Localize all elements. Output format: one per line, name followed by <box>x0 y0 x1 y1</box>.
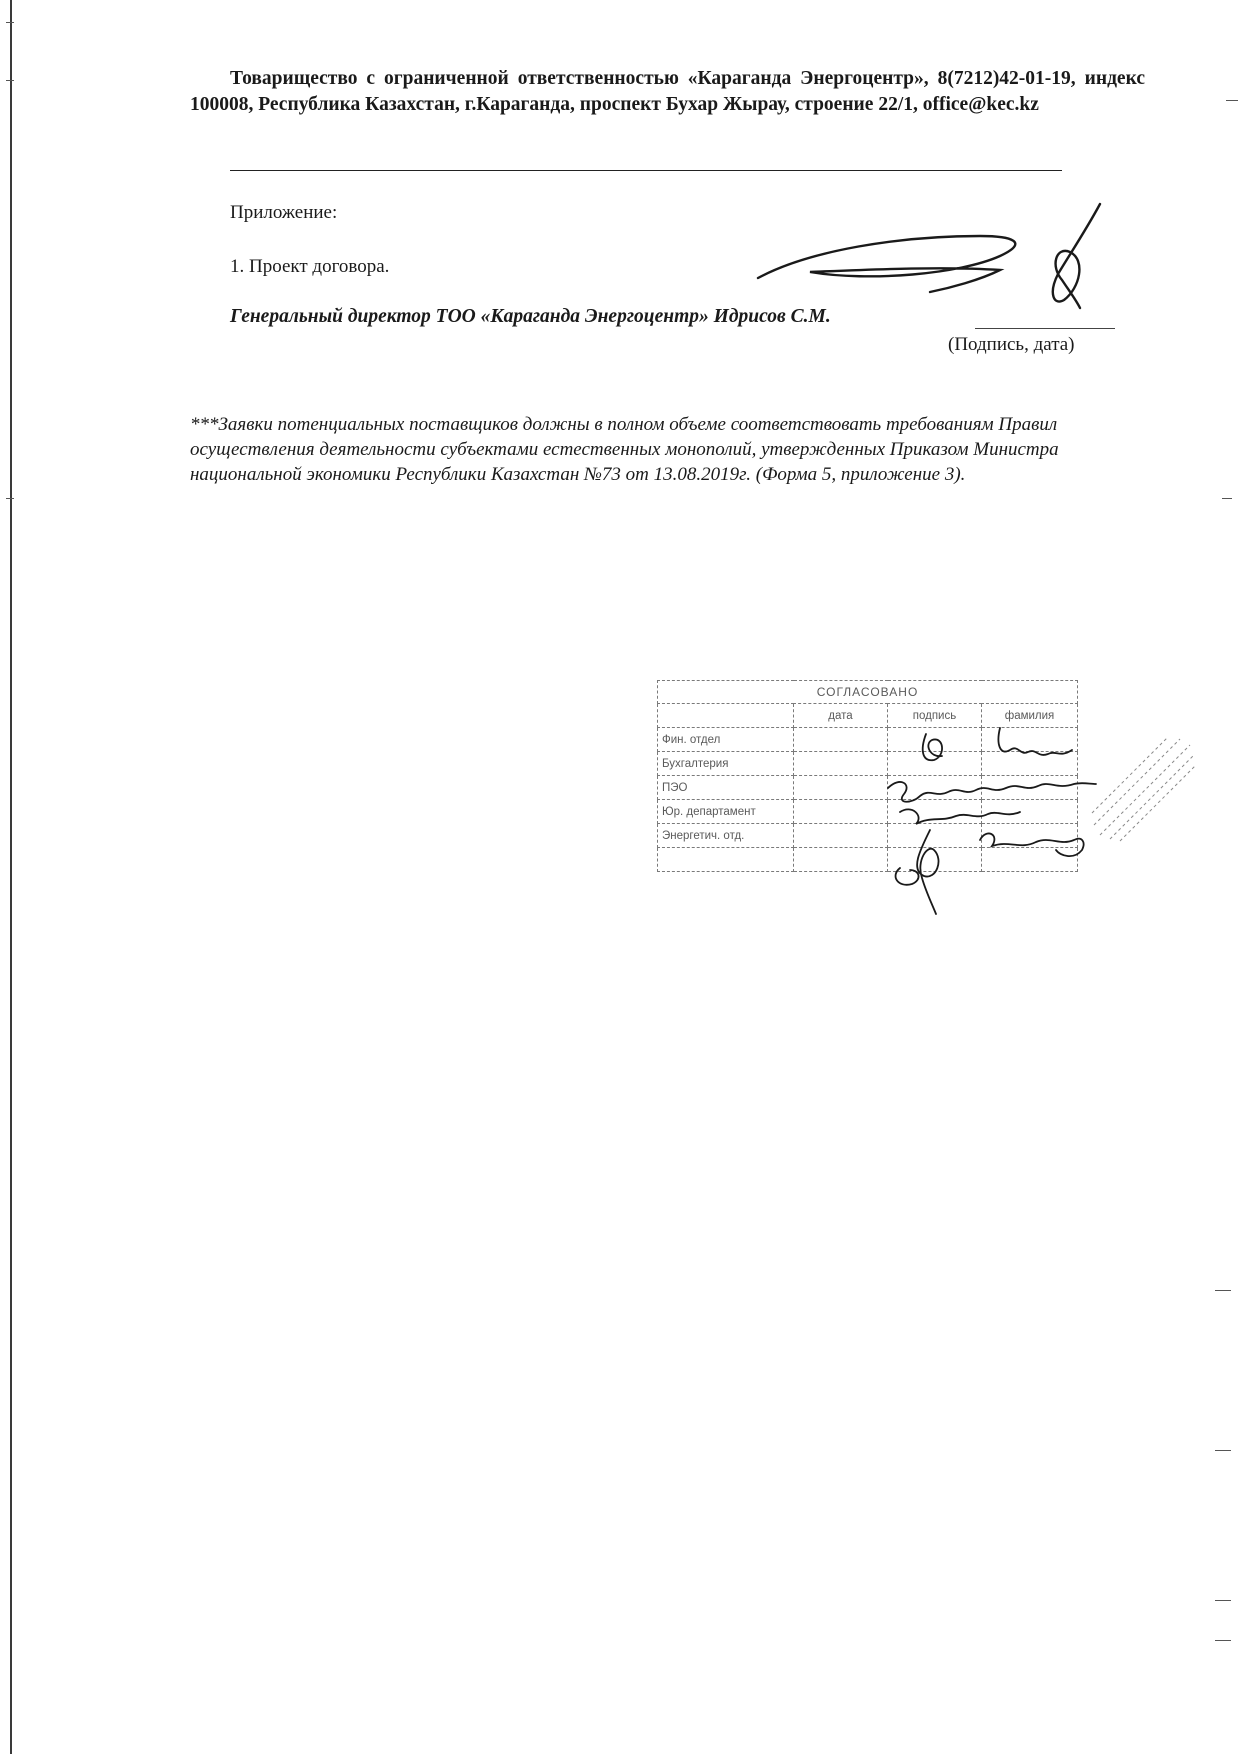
scan-mark <box>6 498 14 499</box>
approval-title: СОГЛАСОВАНО <box>658 681 1078 704</box>
signature-caption: (Подпись, дата) <box>948 334 1075 355</box>
scan-mark <box>1226 100 1238 101</box>
column-header-date: дата <box>794 704 888 728</box>
scan-mark <box>1222 498 1232 499</box>
attachment-label: Приложение: <box>230 202 338 223</box>
scan-mark <box>1215 1450 1231 1451</box>
department-name: Фин. отдел <box>658 728 794 752</box>
requirements-note: ***Заявки потенциальных поставщиков должны в полном объеме соответствовать требованиям Правил осуществления деятельности субъектами естественных монополий, утвержденных Приказом Министра национальной экономики Республики Казахстан №73 от 13.08.2019г. (Форма 5, приложение 3). <box>190 414 1059 485</box>
scan-mark <box>1215 1290 1231 1291</box>
column-header <box>658 704 794 728</box>
department-name: ПЭО <box>658 776 794 800</box>
scan-edge <box>10 0 12 1754</box>
company-header: Товарищество с ограниченной ответственностью «Караганда Энергоцентр», 8(7212)42-01-19, индекс 100008, Республика Казахстан, г.Караганда, проспект Бухар Жырау, строение 22/1, office@kec.kz <box>190 68 1145 115</box>
director-signature-image <box>750 200 1110 310</box>
department-name: Юр. департамент <box>658 800 794 824</box>
department-name: Бухгалтерия <box>658 752 794 776</box>
signature-line <box>975 328 1115 329</box>
header-divider <box>230 170 1062 171</box>
scan-mark <box>1215 1600 1231 1601</box>
column-header-surname: фамилия <box>982 704 1078 728</box>
scan-mark <box>1215 1640 1231 1641</box>
director-name: Генеральный директор ТОО «Караганда Энергоцентр» Идрисов С.М. <box>230 306 831 327</box>
scan-mark <box>6 80 14 81</box>
approval-signatures-image <box>860 700 1120 920</box>
column-header-signature: подпись <box>888 704 982 728</box>
department-name: Энергетич. отд. <box>658 824 794 848</box>
scan-mark <box>6 22 14 23</box>
stamp-hatch-image <box>1090 735 1200 845</box>
attachment-item: 1. Проект договора. <box>230 256 390 277</box>
